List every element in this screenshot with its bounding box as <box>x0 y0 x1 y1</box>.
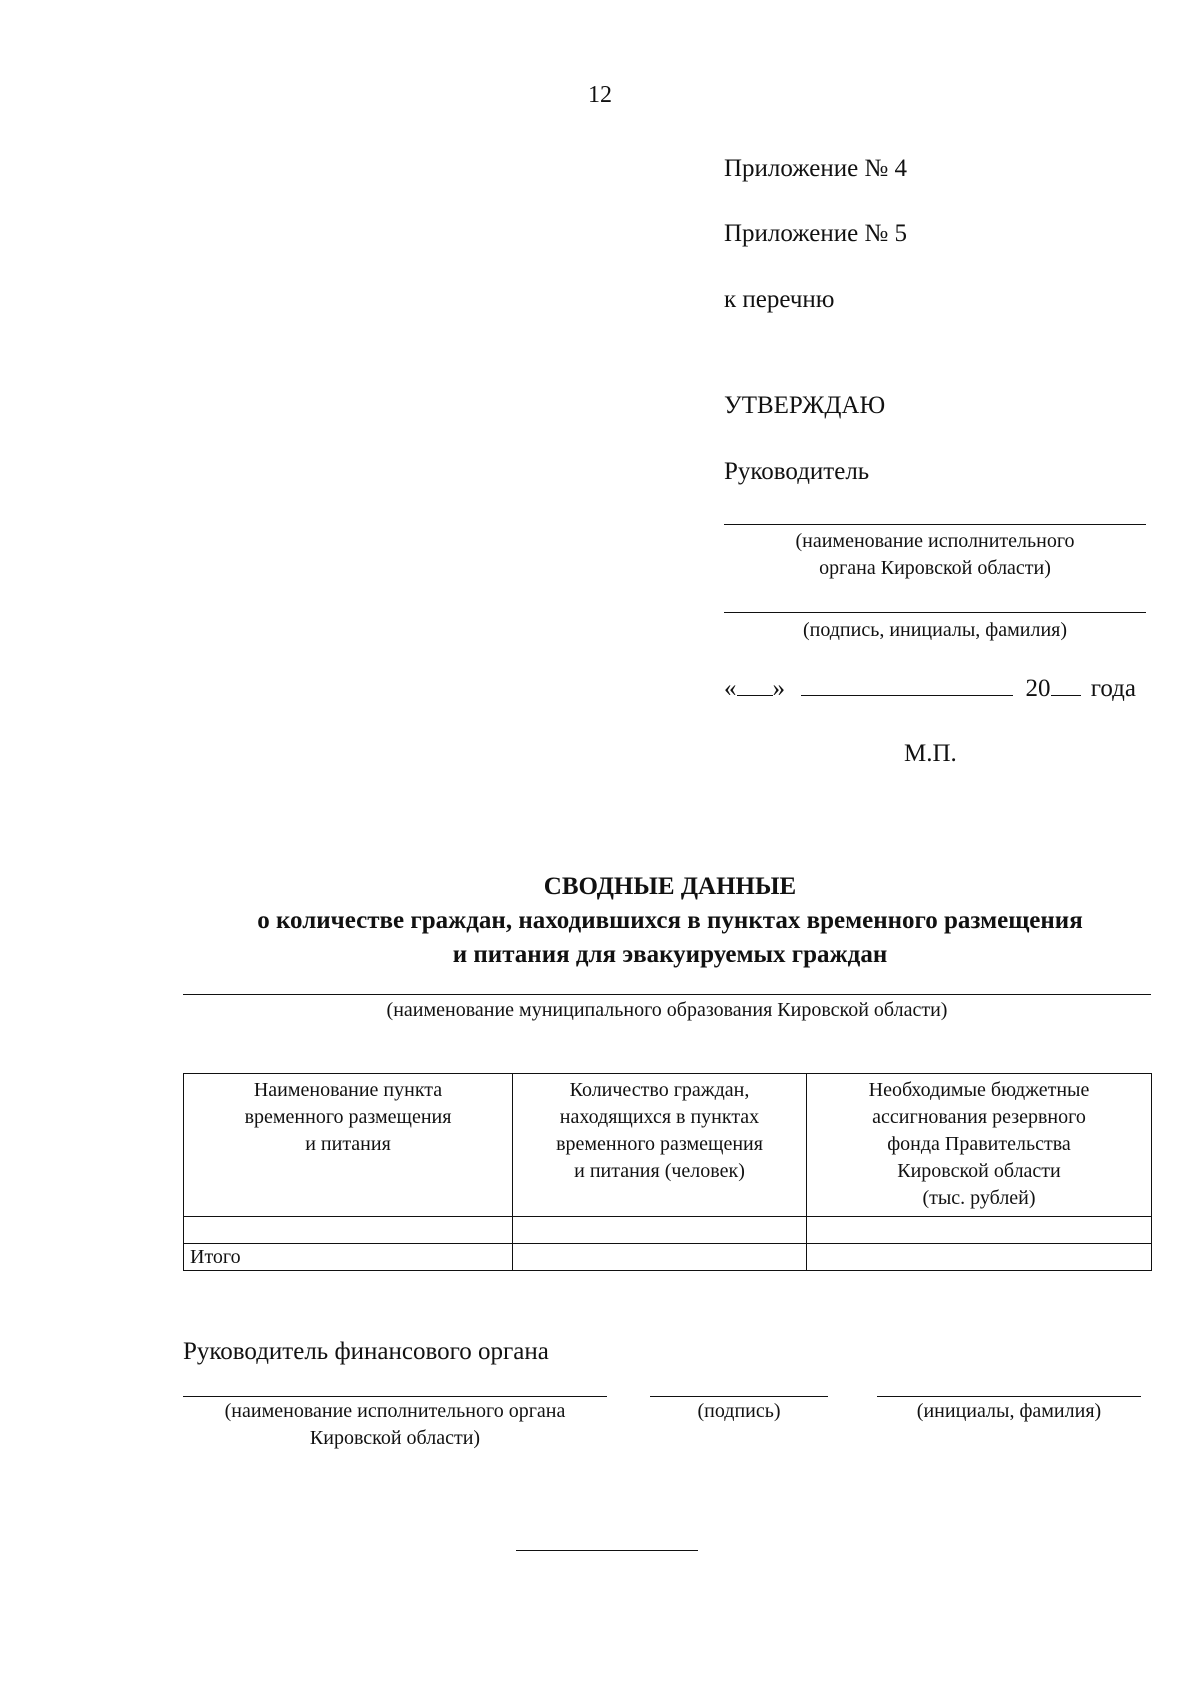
year-blank <box>1051 673 1081 696</box>
to-list-label: к перечню <box>724 286 835 313</box>
title-heading: СВОДНЫЕ ДАННЫЕ <box>543 873 797 900</box>
stamp-label: М.П. <box>904 740 957 767</box>
summary-table <box>183 1073 1152 1271</box>
title-line-1: о количестве граждан, находившихся в пунктах временного размещения <box>257 907 1083 934</box>
title-line-2: и питания для эвакуируемых граждан <box>452 941 888 968</box>
finance-signature-line <box>650 1396 828 1397</box>
org-name-caption: (наименование исполнительного органа Кировской области) <box>795 530 1075 579</box>
finance-org-caption: (наименование исполнительного органа Кировской области) <box>224 1400 566 1449</box>
finance-org-line <box>183 1396 607 1397</box>
table-cell <box>807 1217 1152 1244</box>
day-blank <box>737 673 773 696</box>
finance-name-caption: (инициалы, фамилия) <box>916 1400 1102 1422</box>
municipality-line <box>183 994 1151 995</box>
total-label: Итого <box>184 1244 513 1271</box>
page-number: 12 <box>588 82 612 108</box>
header-budget: Необходимые бюджетные ассигнования резервного фонда Правительства Кировской области (тыс. рублей) <box>807 1074 1152 1217</box>
date-quote-close: » <box>772 675 785 702</box>
finance-head-label: Руководитель финансового органа <box>183 1338 549 1365</box>
table-cell <box>513 1217 807 1244</box>
month-blank <box>801 673 1013 696</box>
total-row <box>184 1244 1152 1271</box>
appendix-4-label: Приложение № 4 <box>724 155 908 182</box>
table-cell <box>513 1244 807 1271</box>
finance-name-line <box>877 1396 1141 1397</box>
header-point-name: Наименование пункта временного размещения и питания <box>184 1074 513 1217</box>
signature-caption: (подпись, инициалы, фамилия) <box>802 619 1068 641</box>
year-prefix: 20 <box>1025 675 1051 702</box>
approve-heading: УТВЕРЖДАЮ <box>724 392 886 419</box>
appendix-5-label: Приложение № 5 <box>724 220 908 247</box>
table-cell <box>184 1217 513 1244</box>
year-word: года <box>1090 675 1136 702</box>
head-label: Руководитель <box>724 458 870 485</box>
table-cell <box>807 1244 1152 1271</box>
signature-line <box>724 612 1146 613</box>
document-title <box>0 870 1200 972</box>
municipality-caption: (наименование муниципального образования Кировской области) <box>386 999 948 1021</box>
finance-signature-caption: (подпись) <box>697 1400 781 1422</box>
date-quote-open: « <box>724 675 737 702</box>
table-header-row <box>184 1074 1152 1217</box>
table-row <box>184 1217 1152 1244</box>
org-name-line <box>724 524 1146 525</box>
date-line <box>724 673 1136 703</box>
header-citizen-count: Количество граждан, находящихся в пунктах временного размещения и питания (человек) <box>513 1074 807 1217</box>
end-separator <box>516 1550 698 1551</box>
